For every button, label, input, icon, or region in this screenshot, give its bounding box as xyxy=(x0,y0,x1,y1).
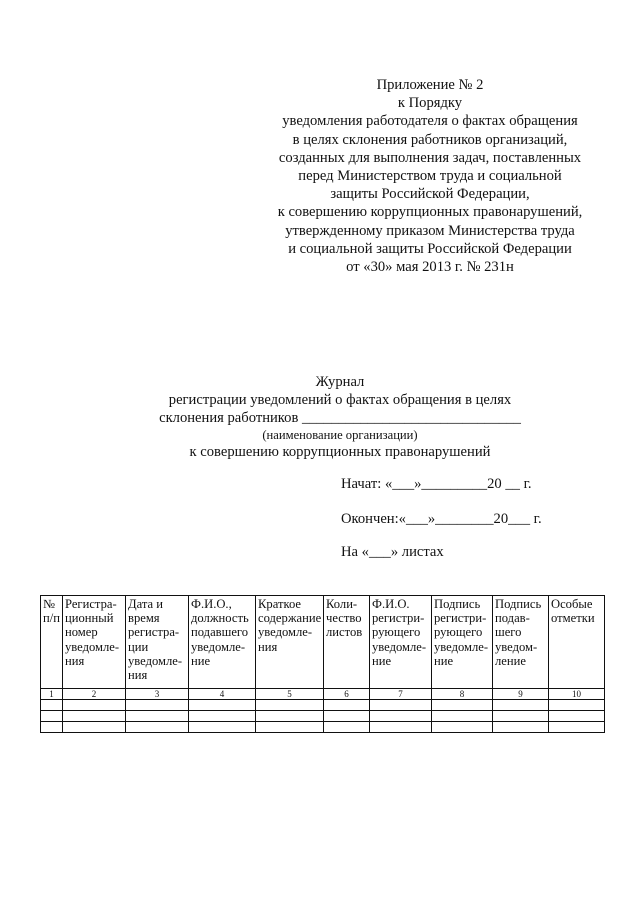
empty-cell xyxy=(126,711,189,722)
empty-cell xyxy=(189,711,256,722)
table-row xyxy=(41,722,605,733)
appendix-line: созданных для выполнения задач, поставленных xyxy=(278,149,582,166)
table-header-row xyxy=(41,596,605,689)
empty-cell xyxy=(432,722,493,733)
header-cell: Особые отметки xyxy=(549,596,605,689)
header-cell: Подпись регистри-рующего уведомле-ние xyxy=(432,596,493,689)
header-cell: Коли-чество листов xyxy=(324,596,370,689)
empty-cell xyxy=(256,711,324,722)
empty-cell xyxy=(189,722,256,733)
registration-table xyxy=(40,595,605,733)
empty-cell xyxy=(549,711,605,722)
column-number: 10 xyxy=(549,689,605,700)
started-date: Начат: «___»_________20 __ г. xyxy=(341,476,532,492)
empty-cell xyxy=(63,700,126,711)
empty-cell xyxy=(41,711,63,722)
journal-subtitle-line: к совершению коррупционных правонарушений xyxy=(189,444,491,460)
empty-cell xyxy=(493,711,549,722)
journal-subtitle-line: склонения работников ______________________________ xyxy=(159,410,521,426)
column-number: 8 xyxy=(432,689,493,700)
empty-cell xyxy=(493,722,549,733)
header-cell: Ф.И.О. регистри-рующего уведомле-ние xyxy=(370,596,432,689)
column-number: 5 xyxy=(256,689,324,700)
header-cell: Дата и время регистра-ции уведомле-ния xyxy=(126,596,189,689)
empty-cell xyxy=(41,700,63,711)
appendix-line: Приложение № 2 xyxy=(376,77,484,93)
table-row xyxy=(41,700,605,711)
journal-subtitle-line: регистрации уведомлений о фактах обращения в целях xyxy=(168,392,512,408)
empty-cell xyxy=(256,722,324,733)
empty-cell xyxy=(324,711,370,722)
header-cell: № п/п xyxy=(41,596,63,689)
table-row xyxy=(41,711,605,722)
empty-cell xyxy=(126,700,189,711)
sheets-count: На «___» листах xyxy=(341,544,444,560)
appendix-header xyxy=(250,76,610,276)
empty-cell xyxy=(324,700,370,711)
header-cell: Подпись подав-шего уведом-ление xyxy=(493,596,549,689)
appendix-line: в целях склонения работников организаций, xyxy=(292,131,568,148)
empty-cell xyxy=(549,722,605,733)
column-number: 6 xyxy=(324,689,370,700)
empty-cell xyxy=(493,700,549,711)
empty-cell xyxy=(370,711,432,722)
empty-cell xyxy=(63,722,126,733)
empty-cell xyxy=(370,700,432,711)
column-number: 4 xyxy=(189,689,256,700)
appendix-line: к совершению коррупционных правонарушений, xyxy=(277,204,583,221)
organization-name-hint: (наименование организации) xyxy=(262,428,418,442)
column-number: 3 xyxy=(126,689,189,700)
appendix-line: к Порядку xyxy=(397,95,463,112)
empty-cell xyxy=(432,700,493,711)
appendix-line: защиты Российской Федерации, xyxy=(330,186,530,203)
appendix-line: утвержденному приказом Министерства труда xyxy=(285,222,575,239)
empty-cell xyxy=(370,722,432,733)
journal-title-block xyxy=(120,373,560,461)
header-cell: Краткое содержание уведомле-ния xyxy=(256,596,324,689)
empty-cell xyxy=(41,722,63,733)
empty-cell xyxy=(549,700,605,711)
empty-cell xyxy=(432,711,493,722)
empty-cell xyxy=(63,711,126,722)
appendix-line: уведомления работодателя о фактах обращения xyxy=(282,113,578,130)
column-number: 1 xyxy=(41,689,63,700)
appendix-line: от «30» мая 2013 г. № 231н xyxy=(346,259,514,276)
header-cell: Ф.И.О., должность подавшего уведомле-ние xyxy=(189,596,256,689)
column-number-row xyxy=(41,689,605,700)
finished-date: Окончен:«___»________20___ г. xyxy=(341,511,542,527)
column-number: 2 xyxy=(63,689,126,700)
appendix-line: и социальной защиты Российской Федерации xyxy=(288,240,572,257)
empty-cell xyxy=(189,700,256,711)
appendix-line: перед Министерством труда и социальной xyxy=(298,168,562,185)
empty-cell xyxy=(256,700,324,711)
column-number: 7 xyxy=(370,689,432,700)
journal-title: Журнал xyxy=(315,374,365,390)
empty-cell xyxy=(126,722,189,733)
empty-cell xyxy=(324,722,370,733)
column-number: 9 xyxy=(493,689,549,700)
header-cell: Регистра-ционный номер уведомле-ния xyxy=(63,596,126,689)
